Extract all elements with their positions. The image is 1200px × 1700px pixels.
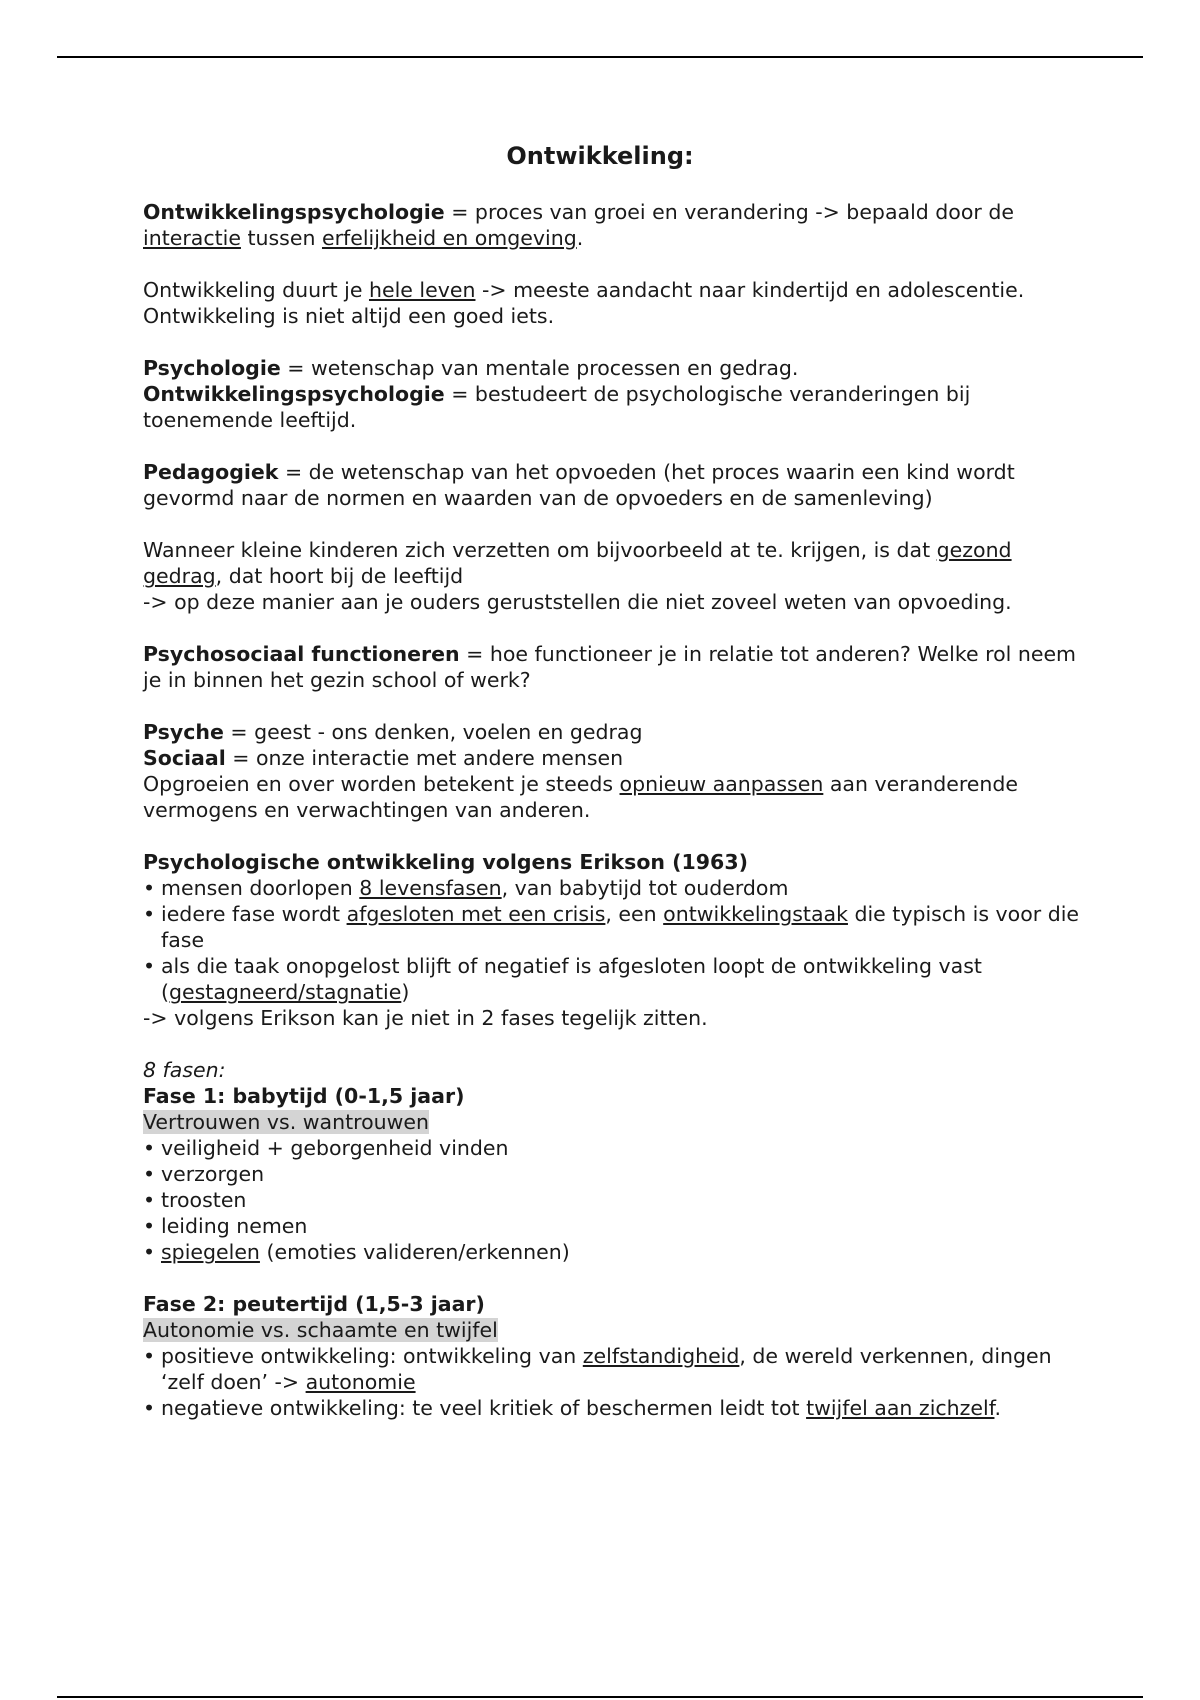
highlighted-text: Vertrouwen vs. wantrouwen bbox=[143, 1110, 429, 1134]
underlined-text: spiegelen bbox=[161, 1240, 260, 1264]
fasen-label bbox=[143, 1057, 1093, 1083]
document-body bbox=[143, 199, 1093, 1421]
definition-psyche bbox=[143, 719, 1093, 745]
text: = hoe functioneer je in relatie tot anderen? Welke rol neem je in binnen het gezin school of werk? bbox=[143, 642, 1077, 692]
fase2-crisis bbox=[143, 1317, 1093, 1343]
definition-sociaal bbox=[143, 745, 1093, 771]
underlined-text: interactie bbox=[143, 226, 241, 250]
erikson-list bbox=[143, 875, 1093, 1005]
definition-psychologie bbox=[143, 355, 1093, 381]
paragraph-verzet bbox=[143, 537, 1093, 589]
definition-psychosociaal bbox=[143, 641, 1093, 693]
underlined-text: autonomie bbox=[305, 1370, 416, 1394]
text: = geest - ons denken, voelen en gedrag bbox=[223, 720, 643, 744]
text: = bestudeert de psychologische veranderingen bij toenemende leeftijd. bbox=[143, 382, 971, 432]
text: Ontwikkeling duurt je bbox=[143, 278, 369, 302]
list-item bbox=[143, 953, 1093, 1005]
underlined-text: opnieuw aanpassen bbox=[619, 772, 824, 796]
text: positieve ontwikkeling: ontwikkeling van bbox=[161, 1344, 583, 1368]
text: mensen doorlopen bbox=[161, 876, 360, 900]
list-item bbox=[143, 1343, 1093, 1395]
paragraph-levensduur bbox=[143, 277, 1093, 303]
fase2-heading bbox=[143, 1291, 1093, 1317]
heading-text: Fase 1: babytijd (0-1,5 jaar) bbox=[143, 1084, 465, 1108]
term: Ontwikkelingspsychologie bbox=[143, 382, 445, 406]
text: aan veranderende vermogens en verwachtingen van anderen. bbox=[143, 772, 1019, 822]
list-item: • verzorgen bbox=[143, 1161, 1093, 1187]
underlined-text: gestagneerd/stagnatie bbox=[169, 980, 402, 1004]
list-item: • troosten bbox=[143, 1187, 1093, 1213]
definition-ontwikkelingspsychologie bbox=[143, 381, 1093, 433]
text: = proces van groei en verandering -> bepaald door de bbox=[444, 200, 1014, 224]
underlined-text: gezond gedrag bbox=[143, 538, 1012, 588]
heading-text: Psychologische ontwikkeling volgens Erikson (1963) bbox=[143, 850, 748, 874]
text: iedere fase wordt bbox=[161, 902, 347, 926]
paragraph-line: Ontwikkeling is niet altijd een goed iets. bbox=[143, 304, 555, 328]
underlined-text: afgesloten met een crisis bbox=[346, 902, 606, 926]
page-title: Ontwikkeling: bbox=[506, 142, 694, 170]
underlined-text: erfelijkheid en omgeving bbox=[321, 226, 577, 250]
list-item bbox=[143, 875, 1093, 901]
fase1-heading bbox=[143, 1083, 1093, 1109]
text: als die taak onopgelost blijft of negatief is afgesloten loopt de ontwikkeling vast ( bbox=[161, 954, 982, 1004]
text: . bbox=[576, 226, 584, 250]
list-item bbox=[143, 1395, 1093, 1421]
fase2-list bbox=[143, 1343, 1093, 1421]
text: , een bbox=[605, 902, 664, 926]
paragraph-ontwikkelingspsychologie bbox=[143, 199, 1093, 251]
heading-text: Fase 2: peutertijd (1,5-3 jaar) bbox=[143, 1292, 485, 1316]
underlined-text: twijfel aan zichzelf bbox=[806, 1396, 995, 1420]
section-heading-erikson bbox=[143, 849, 1093, 875]
list-item bbox=[143, 901, 1093, 953]
term: Psychologie bbox=[143, 356, 281, 380]
term: Pedagogiek bbox=[143, 460, 279, 484]
header-rule bbox=[57, 56, 1143, 58]
text: -> meeste aandacht naar kindertijd en adolescentie. bbox=[475, 278, 1025, 302]
text: Wanneer kleine kinderen zich verzetten om bijvoorbeeld at te. krijgen, is dat bbox=[143, 538, 937, 562]
underlined-text: 8 levensfasen bbox=[359, 876, 502, 900]
text: . bbox=[994, 1396, 1001, 1420]
text: tussen bbox=[240, 226, 322, 250]
text: , de wereld verkennen, dingen ‘zelf doen’ -> bbox=[161, 1344, 1052, 1394]
text: = de wetenschap van het opvoeden (het proces waarin een kind wordt gevormd naar de normen en waarden van de opvoeders en de samenleving) bbox=[143, 460, 1015, 510]
definition-pedagogiek bbox=[143, 459, 1093, 511]
text: , van babytijd tot ouderdom bbox=[501, 876, 789, 900]
text: die typisch is voor die fase bbox=[161, 902, 1080, 952]
text: negatieve ontwikkeling: te veel kritiek of beschermen leidt tot bbox=[161, 1396, 807, 1420]
list-item: • veiligheid + geborgenheid vinden bbox=[143, 1135, 1093, 1161]
term: Ontwikkelingspsychologie bbox=[143, 200, 445, 224]
list-item bbox=[143, 1239, 1093, 1265]
text: (emoties valideren/erkennen) bbox=[259, 1240, 570, 1264]
paragraph-opgroeien bbox=[143, 771, 1093, 823]
term: Psyche bbox=[143, 720, 224, 744]
text: Opgroeien en over worden betekent je steeds bbox=[143, 772, 620, 796]
term: Psychosociaal functioneren bbox=[143, 642, 460, 666]
italic-text: 8 fasen: bbox=[143, 1058, 226, 1082]
term: Sociaal bbox=[143, 746, 226, 770]
text: ) bbox=[401, 980, 410, 1004]
underlined-text: ontwikkelingstaak bbox=[663, 902, 848, 926]
underlined-text: zelfstandigheid bbox=[582, 1344, 740, 1368]
underlined-text: hele leven bbox=[368, 278, 476, 302]
highlighted-text: Autonomie vs. schaamte en twijfel bbox=[143, 1318, 498, 1342]
text: = onze interactie met andere mensen bbox=[225, 746, 624, 770]
paragraph-line: -> op deze manier aan je ouders geruststellen die niet zoveel weten van opvoeding. bbox=[143, 590, 1012, 614]
text: , dat hoort bij de leeftijd bbox=[215, 564, 464, 588]
fase1-crisis bbox=[143, 1109, 1093, 1135]
footer-rule bbox=[57, 1696, 1143, 1698]
list-item: • leiding nemen bbox=[143, 1213, 1093, 1239]
text: = wetenschap van mentale processen en gedrag. bbox=[280, 356, 799, 380]
paragraph-line: -> volgens Erikson kan je niet in 2 fases tegelijk zitten. bbox=[143, 1006, 708, 1030]
fase1-list bbox=[143, 1135, 1093, 1265]
